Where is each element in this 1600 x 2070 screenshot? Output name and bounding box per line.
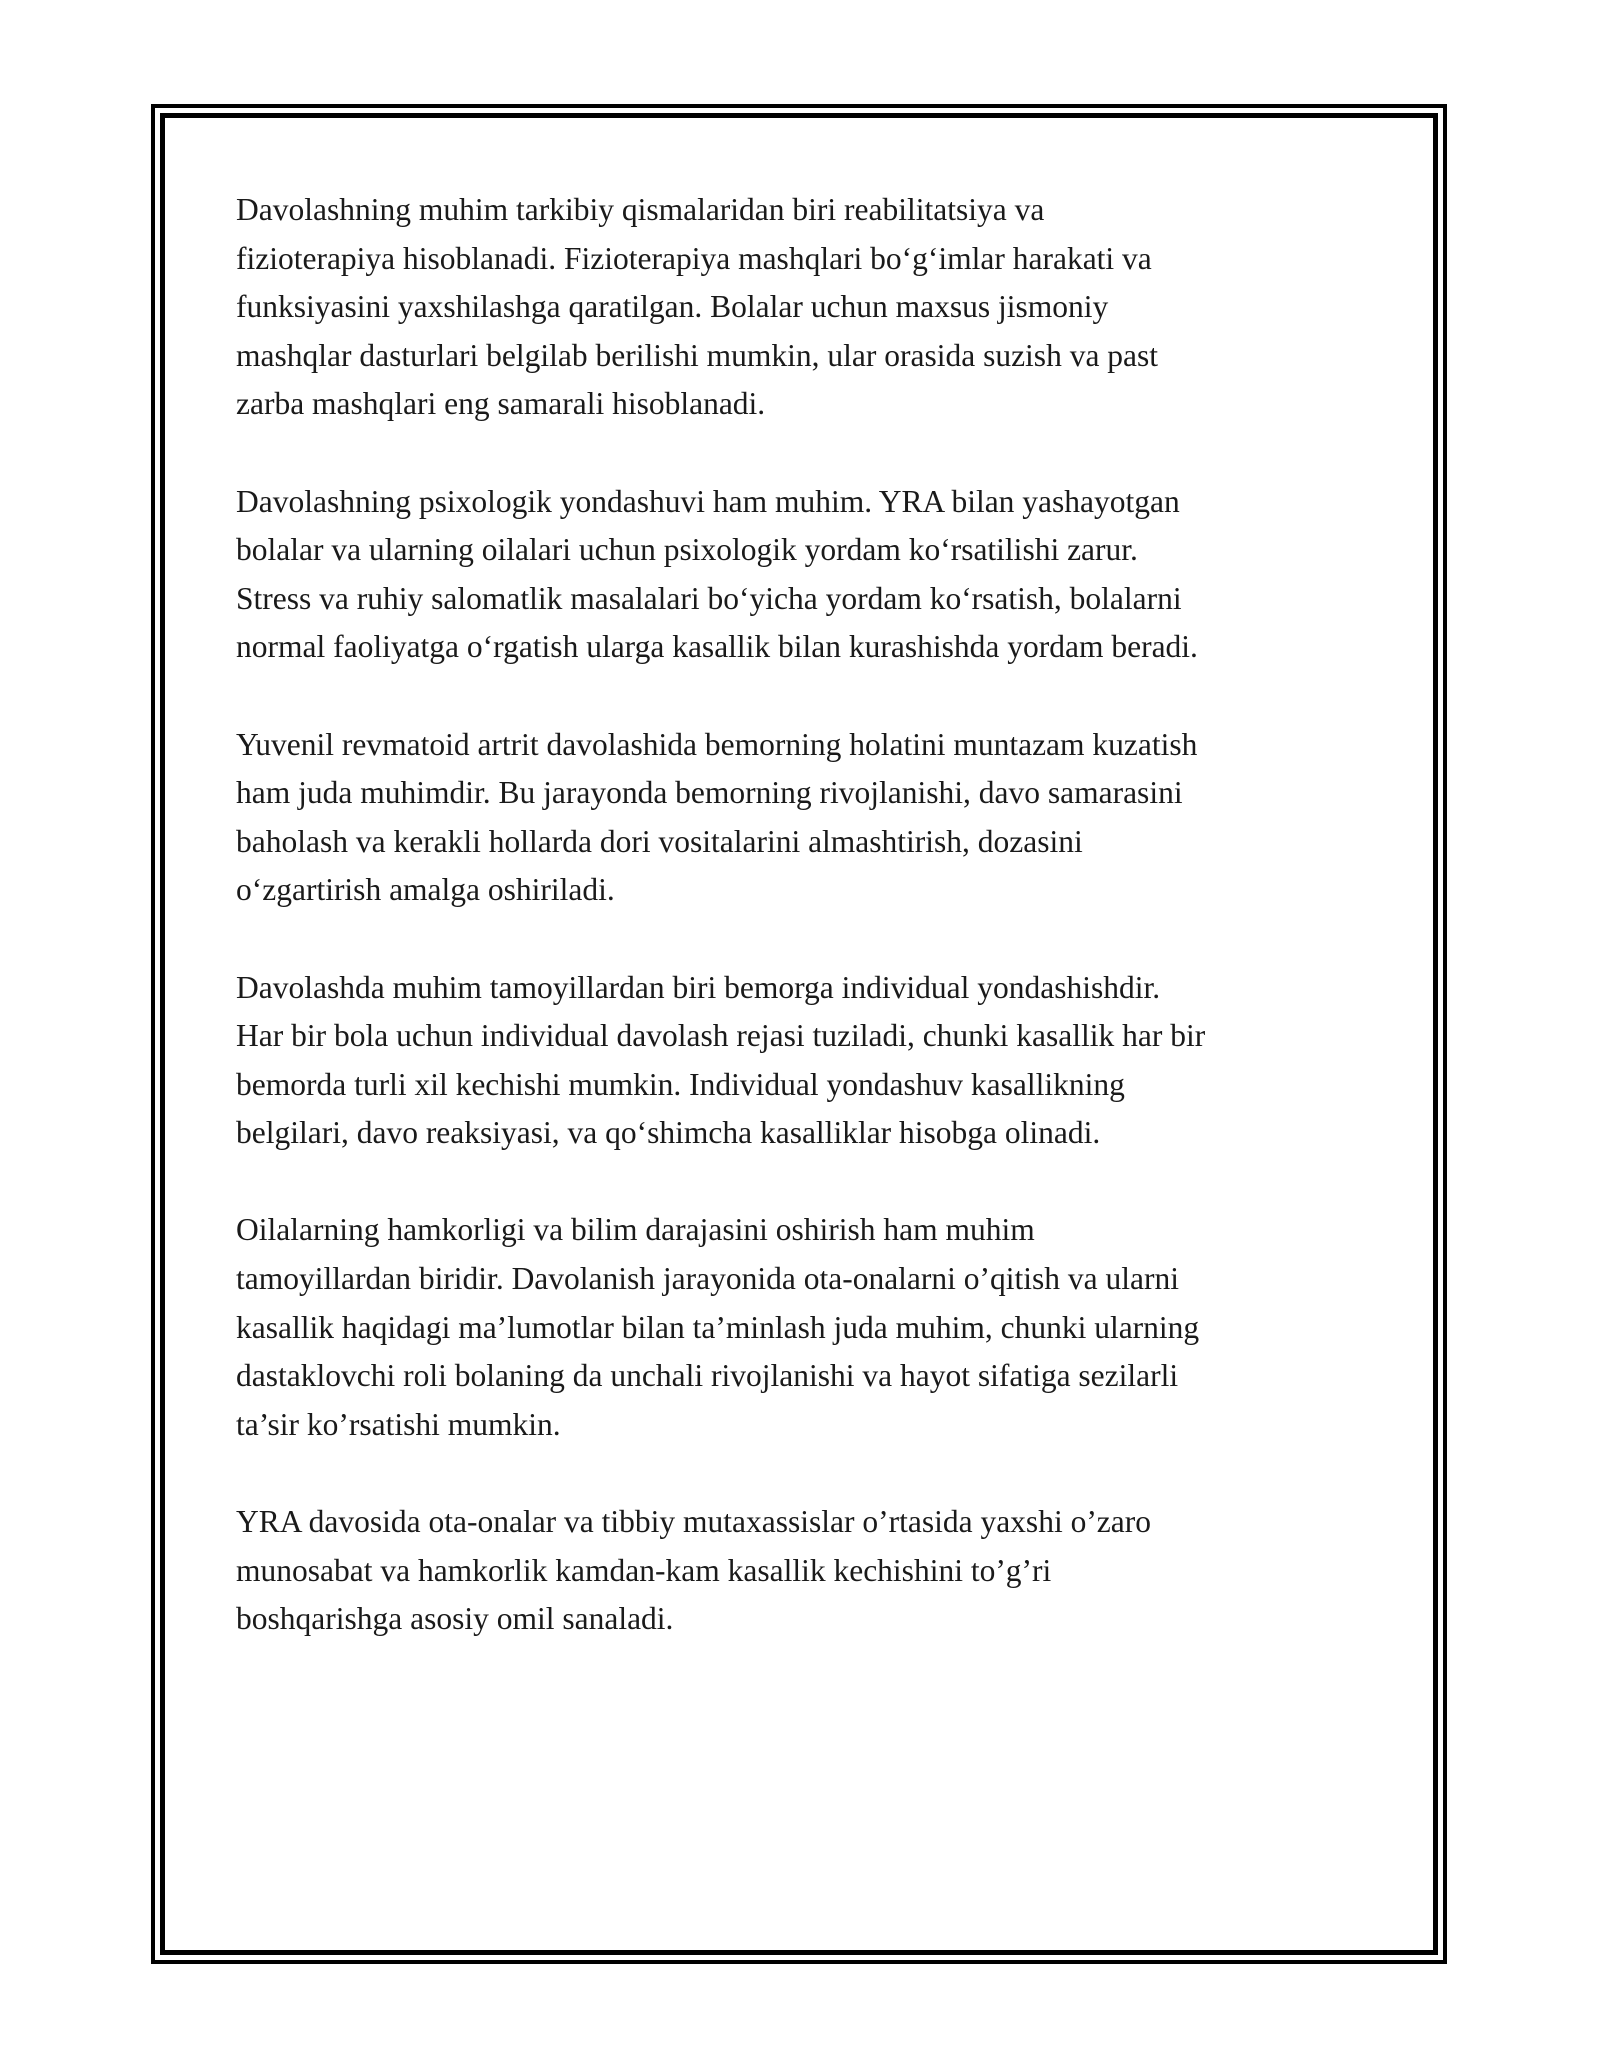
text-line: Davolashda muhim tamoyillardan biri bemorga individual yondashishdir. — [236, 969, 1161, 1005]
text-line: Davolashning muhim tarkibiy qismalaridan biri reabilitatsiya va — [236, 192, 1045, 227]
paragraph-1 — [236, 186, 1376, 429]
text-line: normal faoliyatga o‘rgatish ularga kasallik bilan kurashishda yordam beradi. — [236, 629, 1198, 665]
text-line: kasallik haqidagi ma’lumotlar bilan ta’minlash juda muhim, chunki ularning — [236, 1309, 1200, 1345]
text-line: bemorda turli xil kechishi mumkin. Individual yondashuv kasallikning — [236, 1066, 1125, 1102]
text-line: dastaklovchi roli bolaning da unchali rivojlanishi va hayot sifatiga sezilarli — [236, 1358, 1179, 1394]
text-line: Har bir bola uchun individual davolash rejasi tuziladi, chunki kasallik har bir — [236, 1018, 1206, 1054]
text-line: YRA davosida ota-onalar va tibbiy mutaxassislar o’rtasida yaxshi o’zaro — [236, 1504, 1152, 1540]
text-line: boshqarishga asosiy omil sanaladi. — [236, 1601, 674, 1637]
text-line: ta’sir ko’rsatishi mumkin. — [236, 1406, 561, 1442]
paragraph-6 — [236, 1498, 1376, 1644]
text-line: o‘zgartirish amalga oshiriladi. — [236, 872, 615, 908]
text-line: funksiyasini yaxshilashga qaratilgan. Bolalar uchun maxsus jismoniy — [236, 289, 1109, 325]
text-line: tamoyillardan biridir. Davolanish jarayonida ota-onalarni o’qitish va ularni — [236, 1261, 1179, 1297]
text-line: bolalar va ularning oilalari uchun psixologik yordam ko‘rsatilishi zarur. — [236, 532, 1138, 568]
text-line: baholash va kerakli hollarda dori vositalarini almashtirish, dozasini — [236, 823, 1083, 859]
text-line: mashqlar dasturlari belgilab berilishi mumkin, ular orasida suzish va past — [236, 337, 1159, 373]
text-line: Davolashning psixologik yondashuvi ham muhim. YRA bilan yashayotgan — [236, 483, 1180, 519]
text-line: belgilari, davo reaksiyasi, va qo‘shimcha kasalliklar hisobga olinadi. — [236, 1115, 1101, 1151]
text-line: munosabat va hamkorlik kamdan-kam kasallik kechishini to’g’ri — [236, 1552, 1052, 1588]
text-line: zarba mashqlari eng samarali hisoblanadi. — [236, 386, 766, 422]
text-line: Oilalarning hamkorligi va bilim darajasini oshirish ham muhim — [236, 1212, 1035, 1248]
text-line: ham juda muhimdir. Bu jarayonda bemorning rivojlanishi, davo samarasini — [236, 775, 1183, 811]
paragraph-4 — [236, 964, 1376, 1158]
paragraph-5 — [236, 1206, 1376, 1449]
document-body — [236, 186, 1376, 1692]
paragraph-2 — [236, 478, 1376, 672]
text-line: Stress va ruhiy salomatlik masalalari bo‘yicha yordam ko‘rsatish, bolalarni — [236, 580, 1182, 616]
text-line: Yuvenil revmatoid artrit davolashida bemorning holatini muntazam kuzatish — [236, 726, 1198, 762]
paragraph-3 — [236, 721, 1376, 915]
text-line: fizioterapiya hisoblanadi. Fizioterapiya mashqlari bo‘g‘imlar harakati va — [236, 240, 1152, 276]
